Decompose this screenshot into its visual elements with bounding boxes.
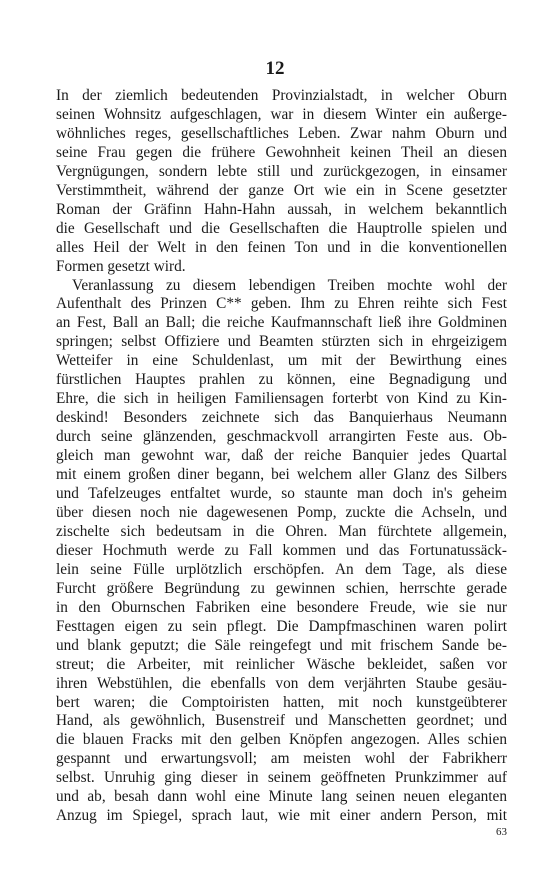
text-line: Roman der Gräfinn Hahn-Hahn aussah, in welchem bekanntlich [56,200,507,218]
text-line: an Fest, Ball an Ball; die reiche Kaufmannschaft ließ ihre Goldminen [56,314,507,332]
text-line: die blauen Fracks mit den gelben Knöpfen angezogen. Alles schien [56,731,507,749]
text-line: und Tafelzeuges entfaltet wurde, so staunte man doch in's geheim [56,485,507,503]
text-line: gespannt und erwartungsvoll; am meisten wohl der Fabrikherr [56,750,507,768]
text-line: Anzug im Spiegel, sprach laut, wie mit einer andern Person, mit [56,807,507,825]
text-line: Formen gesetzt wird. [56,257,186,275]
paragraph [56,277,507,827]
text-line: die Gesellschaft und die Gesellschaften die Hauptrolle spielen und [56,219,507,237]
text-line: Vergnügungen, sondern lebte still und zurückgezogen, in einsamer [56,162,507,180]
text-line: bert waren; die Comptoiristen hatten, mit noch kunstgeübterer [56,693,507,711]
text-line: Aufenthalt des Prinzen C** geben. Ihm zu Ehren reihte sich Fest [56,295,507,313]
text-line: und ab, besah dann wohl eine Minute lang seinen neuen eleganten [56,788,507,806]
text-line: Hand, als gewöhnlich, Busenstreif und Manschetten geordnet; und [56,712,507,730]
text-line: Wetteifer in eine Schuldenlast, um mit der Bewirthung eines [56,352,507,370]
text-line: In der ziemlich bedeutenden Provinzialstadt, in welcher Oburn [56,87,507,104]
text-line: in den Oburnschen Fabriken eine besondere Freude, wie sie nur [56,598,507,616]
text-line: dieser Hochmuth werde zu Fall kommen und das Fortunatussäck- [56,541,507,559]
text-line: Furcht größere Begründung zu gewinnen schien, herrschte gerade [56,579,507,597]
chapter-number: 12 [265,58,285,79]
text-line: Verstimmtheit, während der ganze Ort wie ein in Scene gesetzter [56,181,507,199]
text-line: selbst. Unruhig ging dieser in seinem geöffneten Prunkzimmer auf [56,769,507,787]
text-line: fürstlichen Hauptes prahlen zu können, eine Begnadigung und [56,371,507,389]
text-line: streut; die Arbeiter, mit reinlicher Wäsche bekleidet, saßen vor [56,655,507,673]
text-line: wöhnliches reges, gesellschaftliches Leben. Zwar nahm Oburn und [56,124,507,142]
text-line: Festtagen eigen zu sein pflegt. Die Dampfmaschinen waren polirt [56,617,507,635]
text-line: zischelte sich bedeutsam in die Ohren. Man fürchtete allgemein, [56,522,507,540]
text-line: Ehre, die sich in heiligen Familiensagen forterbt von Kind zu Kin- [56,390,507,408]
text-line: gleich man gewohnt war, daß der reiche Banquier jedes Quartal [56,447,507,465]
text-line: alles Heil der Welt in den feinen Ton und in die konventionellen [56,238,507,256]
text-line: deskind! Besonders zeichnete sich das Banquierhaus Neumann [56,409,507,427]
text-line: seinen Wohnsitz aufgeschlagen, war in diesem Winter ein außerge- [56,105,507,123]
text-line: seine Frau gegen die frühere Gewohnheit keinen Theil an diesen [56,143,507,161]
paragraph [56,87,507,277]
body-text [56,87,507,826]
page-number: 63 [496,826,507,838]
text-line: und blank geputzt; die Säle reingefegt und mit frischem Sande be- [56,636,507,654]
text-line: springen; selbst Offiziere und Beamten stürzten sich in ehrgeizigem [56,333,507,351]
text-line: ihren Webstühlen, die ebenfalls von dem verjährten Staube gesäu- [56,674,507,692]
text-line: über diesen noch nie dagewesenen Pomp, zuckte die Achseln, und [56,503,507,521]
text-line: lein seine Fülle urplötzlich erschöpfen. An dem Tage, als diese [56,560,507,578]
text-line: Veranlassung zu diesem lebendigen Treiben mochte wohl der [72,276,507,294]
text-line: durch seine glänzenden, geschmackvoll arrangirten Feste aus. Ob- [56,428,507,446]
text-line: mit einem großen diner begann, bei welchem aller Glanz des Silbers [56,466,507,484]
